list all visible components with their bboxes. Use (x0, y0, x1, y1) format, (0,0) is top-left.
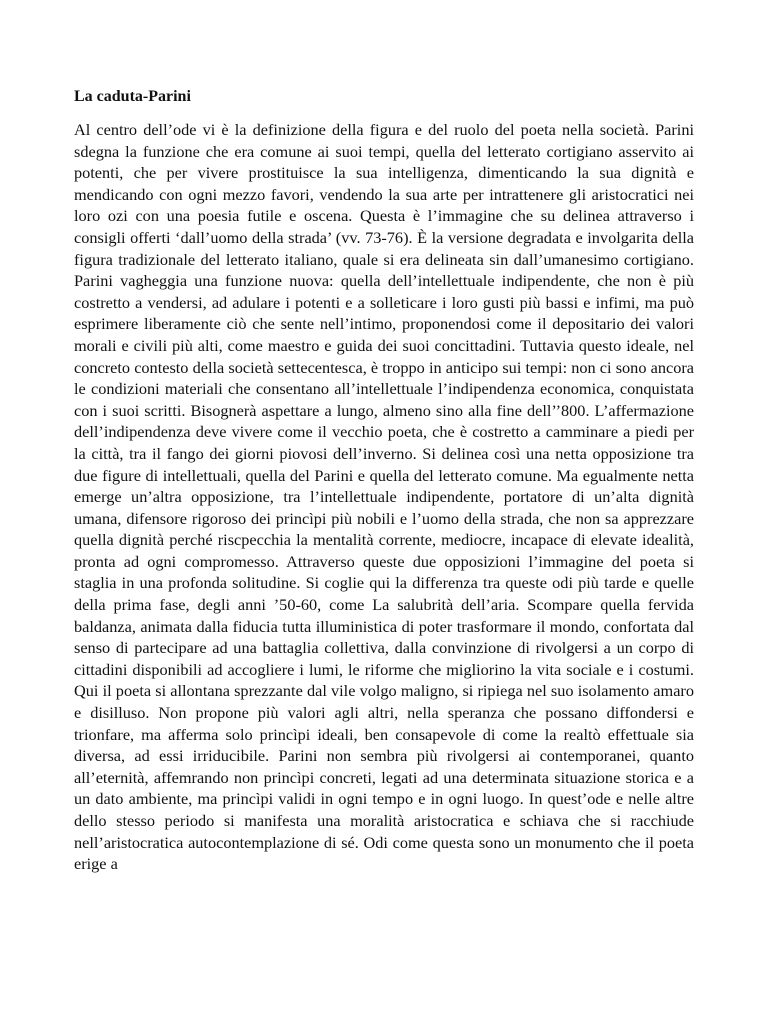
body-paragraph: Al centro dell’ode vi è la definizione della figura e del ruolo del poeta nella società. Parini sdegna la funzione che era comune ai suoi tempi, quella del letterato cortigiano asservito ai potenti, che per vivere prostituisce la sua intelligenza, dimenticando la sua dignità e mendicando con ogni mezzo favori, vendendo la sua arte per intrattenere gli aristocratici nei loro ozi con una poesia futile e oscena. Questa è l’immagine che su delinea attraverso i consigli offerti ‘dall’uomo della strada’ (vv. 73-76). È la versione degradata e involgarita della figura tradizionale del letterato italiano, quale si era delineata sin dall’umanesimo cortigiano. Parini vagheggia una funzione nuova: quella dell’intellettuale indipendente, che non è più costretto a vendersi, ad adulare i potenti e a solleticare i loro gusti più bassi e infimi, ma può esprimere liberamente ciò che sente nell’intimo, proponendosi come il depositario dei valori morali e civili più alti, come maestro e guida dei suoi concittadini. Tuttavia questo ideale, nel concreto contesto della società settecentesca, è troppo in anticipo sui tempi: non ci sono ancora le condizioni materiali che consentano all’intellettuale l’indipendenza economica, conquistata con i suoi scritti. Bisognerà aspettare a lungo, almeno sino alla fine dell’’800. L’affermazione dell’indipendenza deve vivere come il vecchio poeta, che è costretto a camminare a piedi per la città, tra il fango dei giorni piovosi dell’inverno. Si delinea così una netta opposizione tra due figure di intellettuali, quella del Parini e quella del letterato comune. Ma egualmente netta emerge un’altra opposizione, tra l’intellettuale indipendente, portatore di un’alta dignità umana, difensore rigoroso dei princìpi più nobili e l’uomo della strada, che non sa apprezzare quella dignità perché riscpecchia la mentalità corrente, mediocre, incapace di elevate idealità, pronta ad ogni compromesso. Attraverso queste due opposizioni l’immagine del poeta si staglia in una profonda solitudine. Si coglie qui la differenza tra queste odi più tarde e quelle della prima fase, degli anni ’50-60, come La salubrità dell’aria. Scompare quella fervida baldanza, animata dalla fiducia tutta illuministica di poter trasformare il mondo, confortata dal senso di partecipare ad una battaglia collettiva, dalla convinzione di rivolgersi a un corpo di cittadini disponibili ad accogliere i lumi, le riforme che migliorino la vita sociale e i costumi. Qui il poeta si allontana sprezzante dal vile volgo maligno, si ripiega nel suo isolamento amaro e disilluso. Non propone più valori agli altri, nella speranza che possano diffondersi e trionfare, ma afferma solo princìpi ideali, ben consapevole di come la realtò effettuale sia diversa, ad essi irriducibile. Parini non sembra più rivolgersi ai contemporanei, quanto all’eternità, affemrando non princìpi concreti, legati ad una determinata situazione storica e a un dato ambiente, ma princìpi validi in ogni tempo e in ogni luogo. In quest’ode e nelle altre dello stesso periodo si manifesta una moralità aristocratica e schiava che si racchiude nell’aristocratica autocontemplazione di sé. Odi come questa sono un monumento che il poeta erige a (74, 120, 694, 874)
document-title: La caduta-Parini (74, 88, 191, 105)
document-page (74, 84, 694, 875)
